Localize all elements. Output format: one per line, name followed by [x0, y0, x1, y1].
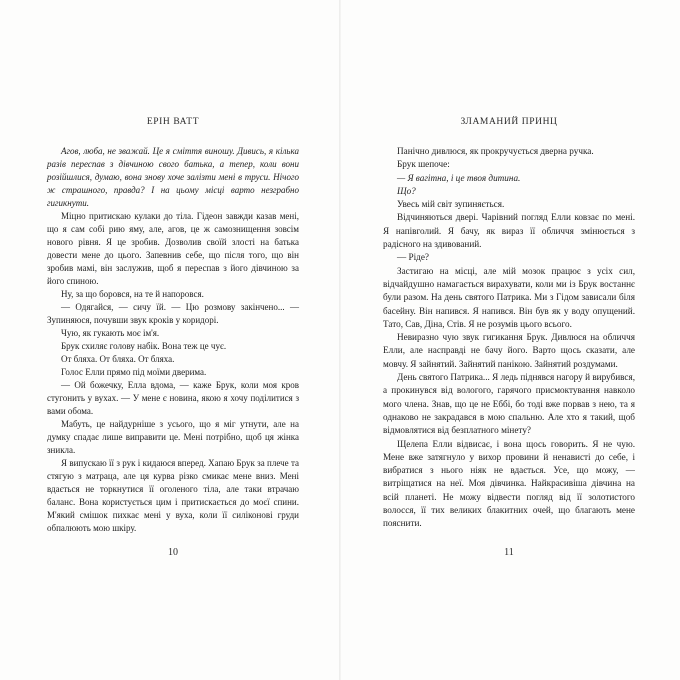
left-paragraph: Чую, як гукають моє ім'я.	[61, 328, 160, 338]
right-paragraph: День святого Патрика... Я ледь піднявся нагору й вирубився, а прокинувся від вологого, гарячого присмоктування навколо мого члена. Знав, що це не Еббі, бо тоді вже порвав з нею, та я однаково не закрадався в мою спальню. Але хто я такий, щоб відмовлятися від безплатного мінету?	[383, 372, 635, 436]
right-paragraph: — Рідe?	[397, 252, 429, 263]
left-paragraph: Голос Елли прямо під моїми дверима.	[61, 367, 207, 377]
right-page-number: 11	[504, 547, 514, 558]
left-text-block	[47, 145, 299, 535]
right-paragraph: Брук шепоче:	[397, 159, 450, 170]
right-text-block	[383, 145, 635, 531]
left-paragraph: Агов, люба, не зважай. Це я сміття виношу. Дивись, я кілька разів переспав з дівчиною свого батька, а тепер, коли вони розійшлися, думаю, вона знову хоче залізти мені в труси. Нічого ж страшного, правда? І на цьому місці варто незграбно гигикнути.	[47, 146, 299, 208]
left-paragraph: Брук схиляє голову набік. Вона теж це чує.	[61, 341, 227, 351]
left-paragraph: От бляха. От бляха. От бляха.	[61, 354, 175, 364]
left-page-number: 10	[168, 547, 178, 558]
left-paragraph: — Одягайся, — сичу їй. — Цю розмову закінчено... — Зупиняюся, почувши звук кроків у коридорі.	[47, 302, 299, 325]
right-paragraph: Увесь мій світ зупиняється.	[397, 199, 505, 210]
right-paragraph: Застигаю на місці, але мій мозок працює з усіх сил, відчайдушно намагається вирахувати, коли ми із Брук востаннє були разом. На день святого Патрика. Ми з Гідом зависали біля басейну. Він напився. Я напився. Він був як у воду опущений. Тато, Сав, Діна, Стів. Я не розумів цього всього.	[383, 265, 635, 329]
right-paragraph: Панічно дивлюся, як прокручується дверна ручка.	[397, 146, 594, 156]
left-paragraph: Ну, за що боровся, на те й напоровся.	[61, 289, 204, 299]
left-paragraph: Я випускаю її з рук і кидаюся вперед. Хапаю Брук за плече та стягую з матраца, але ця курва різко смикає мене вниз. Мені вдається не торкнутися її оголеного тіла, але таки втрачаю баланс. Вона користується цим і притискається до моєї спини. М'який смішок пихкає мені у вуха, коли її силіконові груди обпалюють мою шкіру.	[47, 458, 299, 533]
right-paragraph: Щелепа Елли відвисає, і вона щось говорить. Я не чую. Мене вже затягнуло у вихор провини й ненависті до себе, і вибратися з нього ніяк не вдається. Усе, що можу, — витріщатися на неї. Моя дівчинка. Найкрасивіша дівчина на всій планеті. Не можу відвести погляд від її золотистого волосся, її тих великих блакитних очей, що благають мене пояснити.	[383, 438, 635, 529]
right-paragraph: Відчиняються двері. Чарівний погляд Елли ковзає по мені. Я напівголий. Я бачу, як вираз її обличчя змінюється з радісного на здивований.	[383, 212, 635, 250]
right-paragraph: Що?	[397, 185, 416, 196]
left-running-head: ЕРІН ВАТТ	[146, 117, 200, 127]
right-paragraph: Невиразно чую звук гигикання Брук. Дивлюся на обличчя Елли, але насправді не бачу його. Варто щось сказати, але мовчу. Я зайнятий. Зайнятий панікою. Зайнятий роздумами.	[383, 332, 635, 369]
right-running-head: ЗЛАМАНИЙ ПРИНЦ	[460, 117, 558, 127]
left-paragraph: Міцно притискаю кулаки до тіла. Гідеон завжди казав мені, що я сам собі рию яму, але, агов, це ж самознищення зовсім нового рівня. Я це зробив. Дозволив своїй злості на батька довести мене до цього. Запевнив себе, що після того, що він зробив мамі, він заслужив, щоб я переспав з його дівчиною за його спиною.	[47, 211, 299, 286]
right-paragraph: — Я вагітна, і це твоя дитина.	[397, 172, 521, 183]
left-paragraph: — Ой божечку, Елла вдома, — каже Брук, коли моя кров стугонить у вухах. — У мене є новина, якою я хочу поділитися з вами обома.	[47, 380, 299, 416]
left-paragraph: Мабуть, це найдурніше з усього, що я міг утнути, але на думку спадає лише виправити це. Мені потрібно, щоб ця жінка зникла.	[47, 419, 299, 455]
right-page	[341, 0, 680, 680]
